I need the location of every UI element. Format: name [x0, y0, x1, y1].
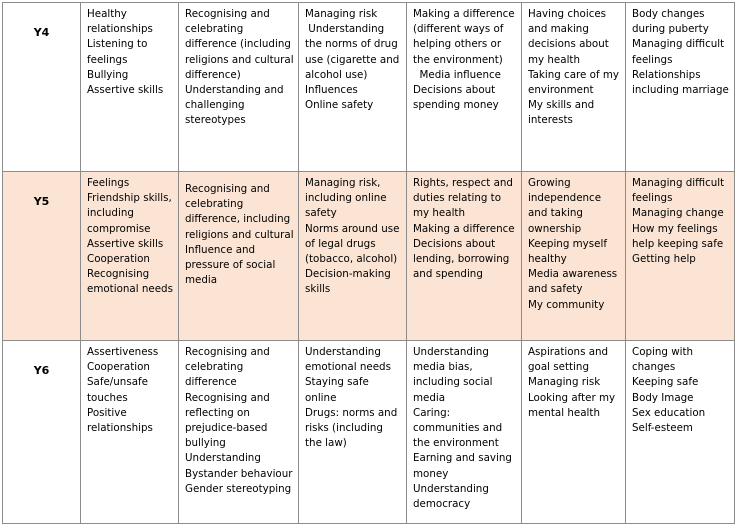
topic-item: Online safety — [305, 99, 374, 112]
table-cell — [626, 3, 735, 172]
topic-item: Positive relationships — [87, 406, 153, 435]
table-cell — [522, 172, 626, 341]
topic-item: Decisions about lending, borrowing and spending — [413, 237, 513, 281]
topic-item: Assertiveness — [87, 346, 159, 358]
topic-item: Norms around use of legal drugs (tobacco, alcohol) — [305, 222, 403, 266]
topic-item: Managing difficult feelings — [632, 177, 728, 205]
topic-item: Understanding Bystander behaviour — [185, 452, 293, 480]
topic-item: Gender stereotyping — [185, 482, 292, 495]
topic-item: Getting help — [632, 253, 696, 266]
topic-item: Relationships including marriage — [632, 68, 729, 97]
topic-item: Earning and saving money — [413, 452, 516, 480]
table-cell — [81, 3, 179, 172]
topic-item: Recognising and celebrating difference — [185, 346, 274, 389]
year-label: Y6 — [3, 341, 81, 524]
topic-item: Media influence — [413, 68, 502, 81]
topic-item: Body changes during puberty — [632, 8, 709, 36]
topic-item: Taking care of my environment — [528, 68, 623, 97]
topic-item: Making a difference (different ways of helping others or the environment) — [413, 8, 518, 66]
table-cell — [407, 172, 522, 341]
table-cell — [299, 172, 407, 341]
topic-item: Drugs: norms and risks (including the law) — [305, 406, 401, 450]
topic-item: Making a difference — [413, 222, 515, 235]
year-label: Y5 — [3, 172, 81, 341]
table-cell — [179, 341, 299, 524]
table-cell — [81, 172, 179, 341]
topic-item: Keeping safe — [632, 376, 699, 389]
topic-item: Decision-making skills — [305, 268, 395, 296]
topic-item: Recognising emotional needs — [87, 268, 173, 296]
year-label: Y4 — [3, 3, 81, 172]
topic-item: My community — [528, 298, 605, 311]
table-cell — [299, 341, 407, 524]
topic-item: Decisions about spending money — [413, 84, 499, 112]
table-row — [3, 341, 735, 524]
table-cell — [522, 341, 626, 524]
table-cell — [407, 3, 522, 172]
table-cell — [179, 3, 299, 172]
topic-item: Influences — [305, 84, 358, 97]
topic-item: My skills and interests — [528, 99, 598, 127]
table-cell — [299, 3, 407, 172]
topic-item: Managing risk — [528, 376, 601, 389]
topic-item: Bullying — [87, 68, 129, 81]
topic-item: Assertive skills — [87, 84, 164, 97]
topic-item: Understanding democracy — [413, 482, 493, 511]
topic-item: Friendship skills, including compromise — [87, 192, 176, 235]
curriculum-table — [2, 2, 735, 524]
topic-item: Keeping myself healthy — [528, 237, 611, 266]
topic-item: Coping with changes — [632, 346, 697, 374]
table-cell — [179, 172, 299, 341]
topic-item: Managing risk, including online safety — [305, 177, 390, 220]
topic-item: Media awareness and safety — [528, 268, 621, 296]
topic-item: Influence and pressure of social media — [185, 243, 279, 287]
topic-item: Caring: communities and the environment — [413, 406, 506, 450]
topic-item: Listening to feelings — [87, 38, 151, 66]
topic-item: Body Image — [632, 391, 694, 404]
topic-item: Healthy relationships — [87, 8, 153, 36]
table-cell — [626, 341, 735, 524]
topic-item: Rights, respect and duties relating to my health — [413, 177, 517, 220]
topic-item: Recognising and celebrating difference, including religions and cultural — [185, 183, 294, 241]
topic-item: Managing change — [632, 207, 724, 220]
topic-item: Aspirations and goal setting — [528, 346, 612, 374]
topic-item: How my feelings help keeping safe — [632, 222, 724, 250]
topic-item: Managing difficult feelings — [632, 38, 728, 66]
table-cell — [522, 3, 626, 172]
topic-item: Staying safe online — [305, 376, 373, 404]
topic-item: Safe/unsafe touches — [87, 376, 152, 404]
topic-item: Growing independence and taking ownership — [528, 177, 605, 235]
topic-item: Self-esteem — [632, 422, 693, 435]
topic-item: Understanding emotional needs — [305, 346, 391, 374]
table-cell — [626, 172, 735, 341]
topic-item: Looking after my mental health — [528, 391, 619, 419]
topic-item: Having choices and making decisions about my health — [528, 8, 613, 66]
table-cell — [81, 341, 179, 524]
topic-item: Assertive skills — [87, 237, 164, 250]
table-cell — [407, 341, 522, 524]
table-row — [3, 3, 735, 172]
topic-item: Understanding media bias, including social media — [413, 346, 496, 404]
topic-item: Cooperation — [87, 253, 150, 266]
topic-item: Sex education — [632, 406, 706, 419]
table-row — [3, 172, 735, 341]
topic-item: Feelings — [87, 177, 130, 189]
topic-item: Recognising and reflecting on prejudice-based bullying — [185, 391, 274, 450]
topic-item: Understanding and challenging stereotypes — [185, 84, 287, 127]
topic-item: Managing risk — [305, 8, 378, 20]
topic-item: Cooperation — [87, 361, 150, 374]
topic-item: Recognising and celebrating difference (including religions and cultural difference) — [185, 8, 297, 81]
topic-item: Understanding the norms of drug use (cigarette and alcohol use) — [305, 23, 403, 81]
